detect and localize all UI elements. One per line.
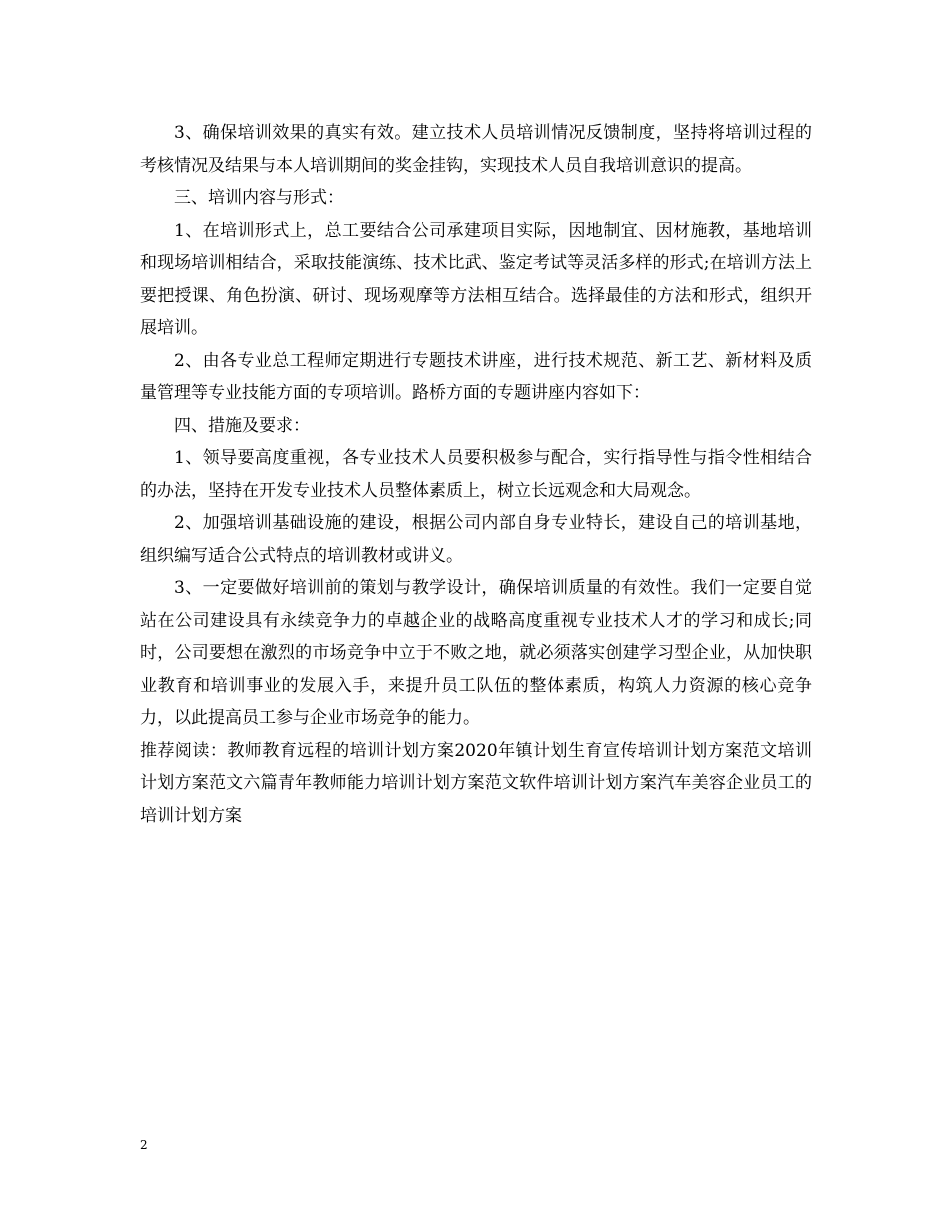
section-heading-measures: 四、措施及要求： bbox=[174, 415, 310, 436]
paragraph-planning-design: 3、一定要做好培训前的策划与教学设计，确保培训质量的有效性。我们一定要自觉站在公司建设具有永续竞争力的卓越企业的战略高度重视专业技术人才的学习和成长;同时，公司要想在激烈的市场竞争中立于不败之地，就必须落实创建学习型企业，从加快职业教育和培训事业的发展入手，来提升员工队伍的整体素质，构筑人力资源的核心竞争力，以此提高员工参与企业市场竞争的能力。 bbox=[140, 578, 812, 728]
paragraph-infrastructure: 2、加强培训基础设施的建设，根据公司内部自身专业特长，建设自己的培训基地，组织编写适合公式特点的培训教材或讲义。 bbox=[140, 513, 812, 566]
paragraph-item-3-feedback: 3、确保培训效果的真实有效。建立技术人员培训情况反馈制度，坚持将培训过程的考核情况及结果与本人培训期间的奖金挂钩，实现技术人员自我培训意识的提高。 bbox=[140, 123, 812, 176]
section-heading-training-content: 三、培训内容与形式： bbox=[174, 188, 344, 208]
paragraph-training-format: 1、在培训形式上，总工要结合公司承建项目实际，因地制宜、因材施教，基地培训和现场培训相结合，采取技能演练、技术比武、鉴定考试等灵活多样的形式;在培训方法上要把授课、角色扮演、研讨、现场观摩等方法相互结合。选择最佳的方法和形式，组织开展培训。 bbox=[140, 220, 812, 338]
recommended-reading: 推荐阅读：教师教育远程的培训计划方案2020年镇计划生育宣传培训计划方案范文培训计划方案范文六篇青年教师能力培训计划方案范文软件培训计划方案汽车美容企业员工的培训计划方案 bbox=[140, 740, 812, 826]
paragraph-technical-lectures: 2、由各专业总工程师定期进行专题技术讲座，进行技术规范、新工艺、新材料及质量管理等专业技能方面的专项培训。路桥方面的专题讲座内容如下： bbox=[140, 350, 812, 403]
paragraph-leadership: 1、领导要高度重视，各专业技术人员要积极参与配合，实行指导性与指令性相结合的办法，坚持在开发专业技术人员整体素质上，树立长远观念和大局观念。 bbox=[140, 448, 812, 501]
document-body bbox=[140, 117, 812, 832]
page-number: 2 bbox=[140, 1138, 148, 1152]
